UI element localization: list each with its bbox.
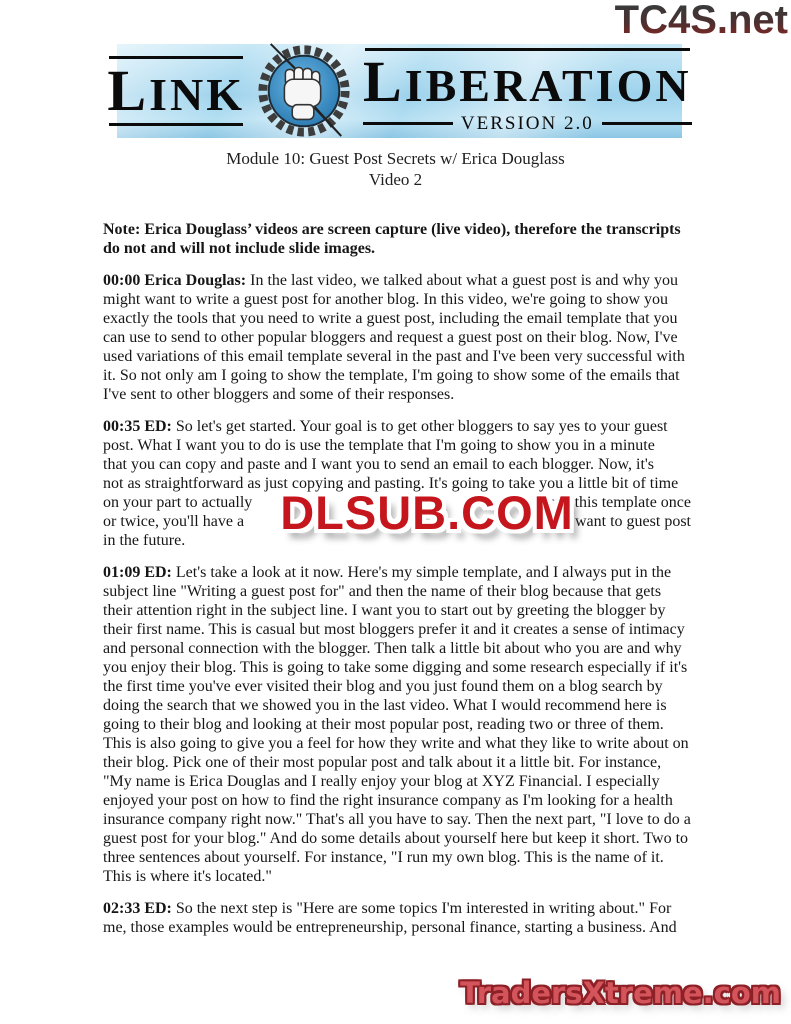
banner-word-link: LINK bbox=[107, 58, 246, 123]
line-left-fragment: or twice, you'll have a bbox=[103, 513, 245, 530]
line-right-fragment: you want to guest post bbox=[547, 513, 691, 530]
transcript bbox=[103, 220, 691, 950]
banner-word-liberation: LIBERATION bbox=[363, 48, 692, 114]
banner-rule-version-right bbox=[602, 122, 692, 125]
transcript-line: post. What I want you to do is use the template that I'm going to show you in a minute bbox=[103, 437, 655, 454]
page-title bbox=[0, 148, 791, 190]
transcript-line: in the future. bbox=[103, 532, 186, 549]
transcript-paragraph: 00:00 Erica Douglas: In the last video, we talked about what a guest post is and why you might want to write a guest post for another blog. In this video, we're going to show you exactly the tools that you need to write a guest post, including the email template that you can use to send to other popular bloggers and request a guest post on their blog. Now, I've used variations of this email template several in the past and I've been very successful with it. So not only am I going to show the template, I'm going to show some of the emails that I've sent to other bloggers and some of their responses. bbox=[103, 272, 685, 403]
page-title-line1: Module 10: Guest Post Secrets w/ Erica Douglass bbox=[226, 149, 565, 168]
banner-rule-bottom-left bbox=[109, 123, 243, 126]
fist-lightning-chain-icon bbox=[255, 42, 353, 140]
link-liberation-banner bbox=[107, 44, 692, 138]
banner-rule-version-left bbox=[363, 122, 453, 125]
transcript-line: 00:35 ED: So let's get started. Your goal is to get other bloggers to say yes to your guest bbox=[103, 418, 668, 435]
timestamp-speaker: 00:00 Erica Douglas: bbox=[103, 272, 251, 289]
dlsub-watermark: DLSUB.COM bbox=[280, 485, 574, 539]
tc4s-watermark: TC4S.net bbox=[614, 0, 788, 42]
banner-word-liberation-block bbox=[363, 48, 692, 135]
banner-rule-top-right bbox=[365, 48, 690, 51]
banner-version-row bbox=[363, 113, 692, 135]
timestamp-speaker: 00:35 ED: bbox=[103, 418, 176, 435]
transcript-line: that you can copy and paste and I want you to send an email to each blogger. Now, it's bbox=[103, 456, 655, 473]
transcript-paragraphs bbox=[103, 271, 691, 937]
transcript-paragraph bbox=[103, 417, 691, 550]
timestamp-speaker: 01:09 ED: bbox=[103, 564, 176, 581]
page-title-line2: Video 2 bbox=[368, 170, 423, 189]
banner-version-label: VERSION 2.0 bbox=[460, 112, 594, 134]
transcript-line: not as straightforward as just copying and pasting. It's going to take you a little bit of time bbox=[103, 475, 679, 492]
banner-word-link-block bbox=[107, 53, 245, 129]
transcript-paragraph: 01:09 ED: Let's take a look at it now. Here's my simple template, and I always put in the subject line "Writing a guest post for" and then the name of their blog because that gets their attention right in the subject line. I want you to start out by greeting the blogger by their first name. This is casual but most bloggers prefer it and it creates a sense of intimacy and personal connection with the blogger. Then talk a little bit about who you are and why you enjoy their blog. This is going to take some digging and some research especially if it's the first time you've ever visited their blog and you just found them on a blog search by doing the search that we showed you in the last video. What I would recommend here is going to their blog and looking at their most popular post, reading two or three of them. This is also going to give you a feel for how they write and what they like to write about on their blog. Pick one of their most popular post and talk about it a little bit. For instance, "My name is Erica Douglas and I really enjoy your blog at XYZ Financial. I especially enjoyed your post on how to find the right insurance company as I'm looking for a health insurance company right now." That's all you have to say. Then the next part, "I love to do a guest post for your blog." And do some details about yourself here but keep it short. Two to three sentences about yourself. For instance, "I run my own blog. This is the name of it. This is where it's located." bbox=[103, 564, 691, 885]
tradersxtreme-watermark: TradersXtreme.com bbox=[460, 976, 781, 1010]
timestamp-speaker: 02:33 ED: bbox=[103, 900, 176, 917]
line-right-fragment: used this template once bbox=[541, 494, 691, 511]
line-left-fragment: on your part to actually bbox=[103, 494, 253, 511]
transcript-note: Note: Erica Douglass’ videos are screen capture (live video), therefore the transcripts do not and will not include slide images. bbox=[103, 221, 681, 257]
transcript-paragraph: 02:33 ED: So the next step is "Here are some topics I'm interested in writing about." For me, those examples would be entrepreneurship, personal finance, starting a business. And bbox=[103, 900, 677, 936]
